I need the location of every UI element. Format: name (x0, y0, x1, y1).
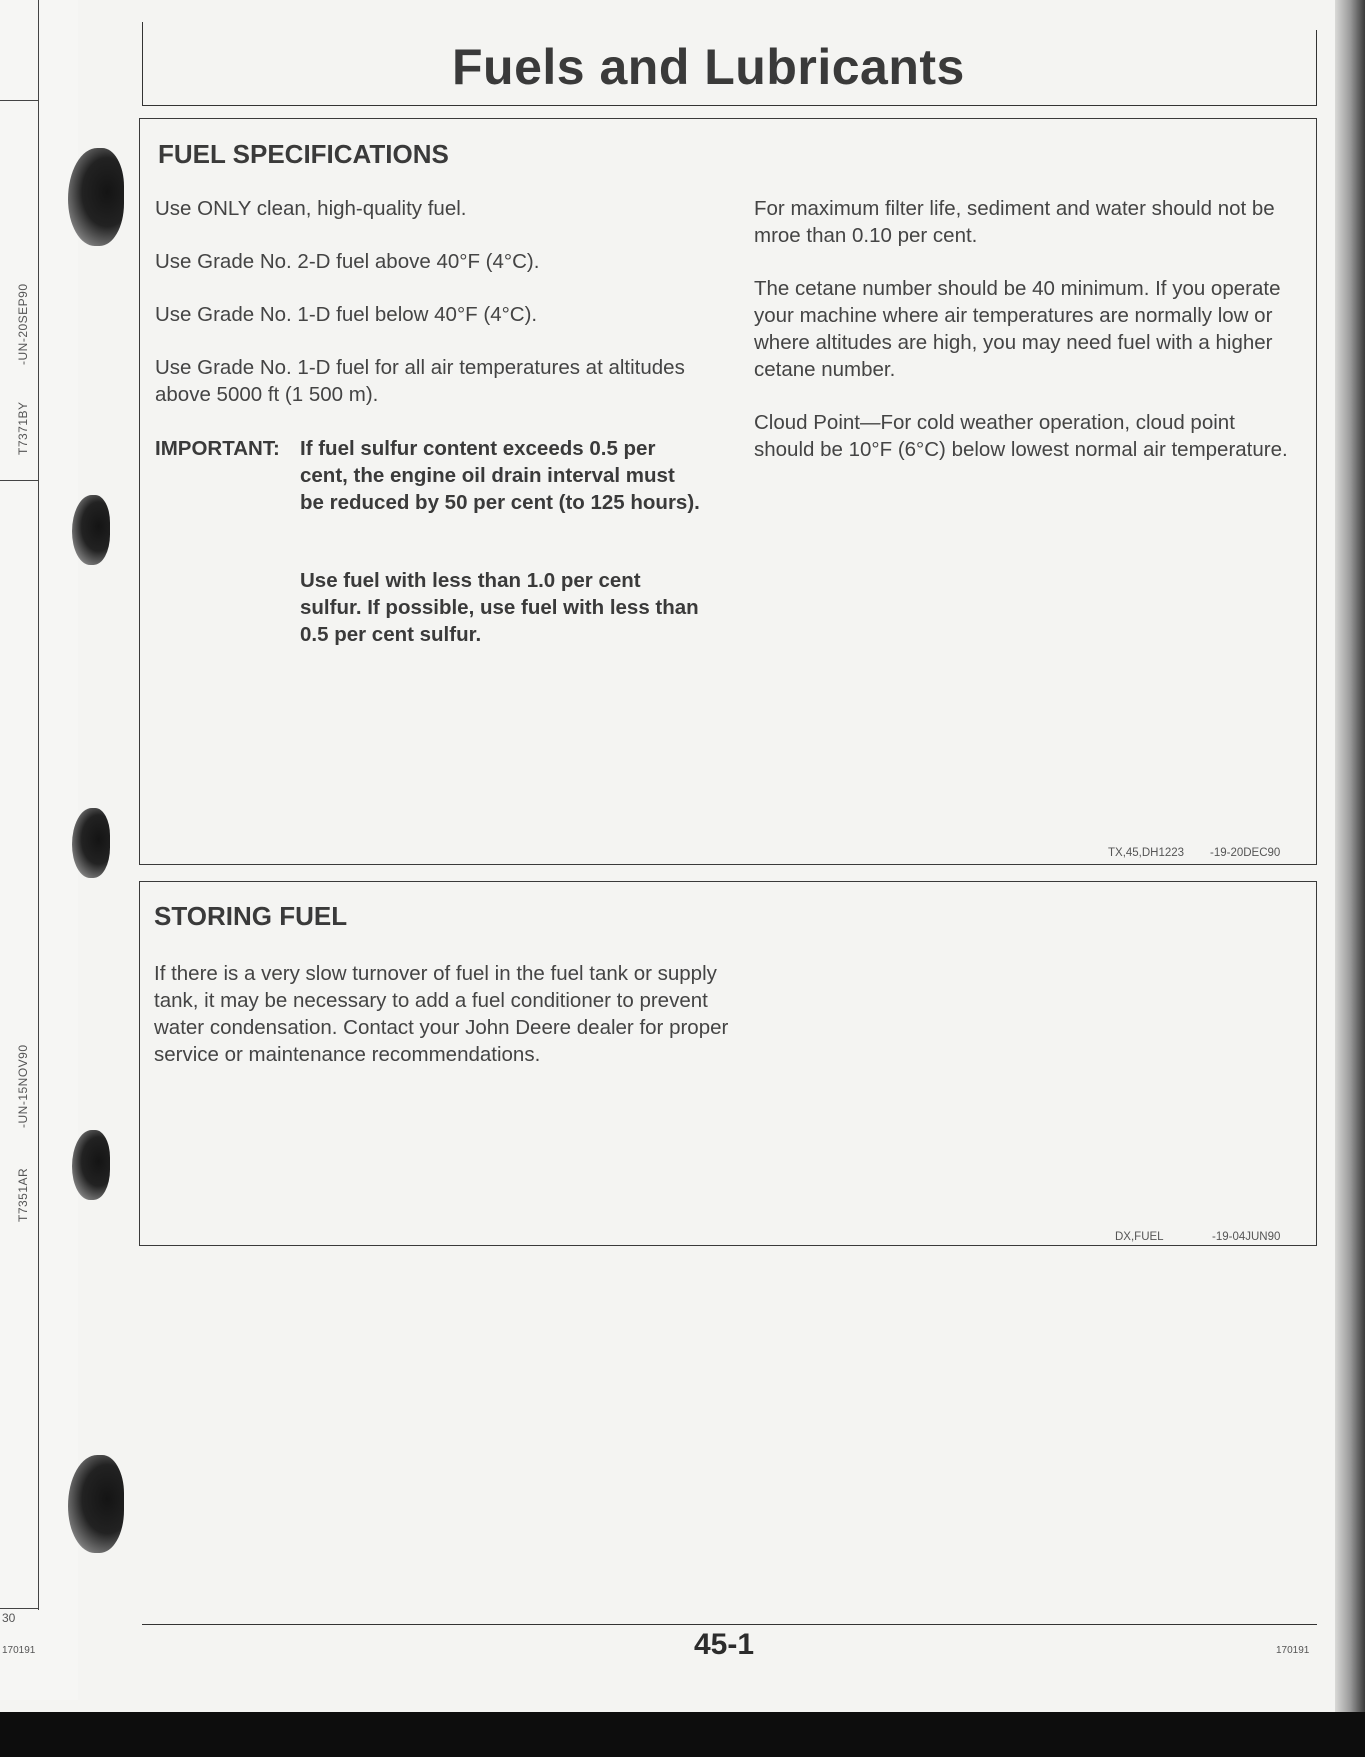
section-title: FUEL SPECIFICATIONS (158, 139, 449, 169)
margin-corner-date: 170191 (2, 1645, 36, 1656)
page-title: Fuels and Lubricants (452, 39, 965, 95)
header-rule (1316, 30, 1317, 106)
margin-corner-number: 30 (2, 1611, 16, 1625)
margin-rule (38, 0, 39, 1610)
reference-code: TX,45,DH1223 (1108, 847, 1185, 859)
left-margin (0, 0, 78, 1700)
paragraph: Use Grade No. 1-D fuel below 40°F (4°C). (155, 303, 538, 326)
page-number: 45-1 (694, 1628, 755, 1661)
paragraph: Use Grade No. 2-D fuel above 40°F (4°C). (155, 250, 540, 273)
reference-code: DX,FUEL (1115, 1231, 1164, 1243)
margin-image-date: -UN-20SEP90 (16, 283, 30, 365)
section-title: STORING FUEL (154, 901, 348, 931)
footer-rule (142, 1624, 1317, 1625)
paragraph: Cloud Point—For cold weather operation, cloud point should be 10°F (6°C) below lowest normal air temperature. (754, 411, 1288, 461)
footer-date: 170191 (1276, 1645, 1310, 1656)
important-text: Use fuel with less than 1.0 per cent sulfur. If possible, use fuel with less than 0.5 per cent sulfur. (300, 569, 699, 646)
margin-tick (0, 480, 38, 481)
important-note (155, 435, 715, 655)
margin-image-code: T7351AR (16, 1167, 30, 1222)
page-edge-shadow (1335, 0, 1365, 1757)
header-rule (142, 22, 143, 106)
paragraph: Use Grade No. 1-D fuel for all air temperatures at altitudes above 5000 ft (1 500 m). (155, 356, 685, 406)
paragraph: Use ONLY clean, high-quality fuel. (155, 197, 467, 220)
header-rule (142, 105, 1317, 106)
paragraph: The cetane number should be 40 minimum. If you operate your machine where air temperatures are normally low or where altitudes are high, you may need fuel with a higher cetane number. (754, 277, 1281, 381)
binder-hole (72, 1130, 110, 1200)
binder-hole (68, 148, 124, 246)
binder-hole (72, 808, 110, 878)
binder-hole (68, 1455, 124, 1553)
binder-hole (72, 495, 110, 565)
reference-date: -19-20DEC90 (1210, 847, 1281, 859)
reference-date: -19-04JUN90 (1212, 1231, 1281, 1243)
scan-bottom-edge (0, 1712, 1365, 1757)
margin-image-date: -UN-15NOV90 (16, 1044, 30, 1128)
margin-tick (0, 1608, 38, 1609)
important-label: IMPORTANT: (155, 437, 280, 460)
paragraph: For maximum filter life, sediment and water should not be mroe than 0.10 per cent. (754, 197, 1275, 247)
storing-fuel-section (139, 881, 1317, 1246)
paragraph: If there is a very slow turnover of fuel in the fuel tank or supply tank, it may be necessary to add a fuel conditioner to prevent water condensation. Contact your John Deere dealer for proper service or maintenance recommendations. (154, 962, 729, 1066)
important-text: If fuel sulfur content exceeds 0.5 per cent, the engine oil drain interval must be reduced by 50 per cent (to 125 hours). (300, 437, 700, 514)
fuel-specifications-section (139, 118, 1317, 865)
margin-image-code: T7371BY (16, 401, 30, 455)
margin-tick (0, 100, 38, 101)
